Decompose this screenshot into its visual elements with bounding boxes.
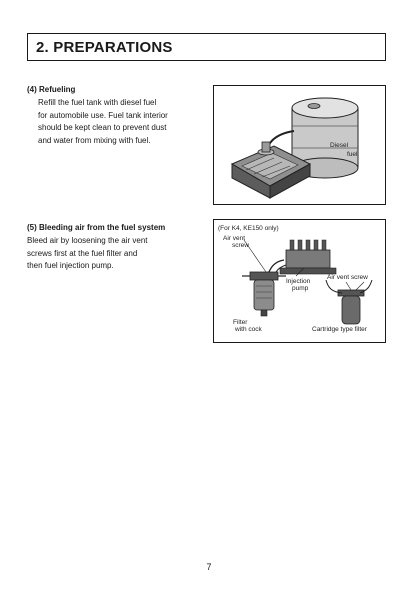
fuel-drum-and-tank-drawing bbox=[214, 86, 386, 205]
refueling-body bbox=[38, 97, 199, 147]
refueling-line-2: for automobile use. Fuel tank interior bbox=[38, 110, 168, 120]
bleeding-line-2: screws first at the fuel filter and bbox=[27, 248, 138, 258]
filter-label-2: with cock bbox=[235, 326, 262, 333]
refueling-line-3: should be kept clean to prevent dust bbox=[38, 123, 167, 132]
refueling-line-1: Refill the fuel tank with diesel fuel bbox=[38, 98, 157, 107]
air-vent-label-2: screw bbox=[232, 242, 249, 249]
bleeding-heading: (5) Bleeding air from the fuel system bbox=[27, 223, 166, 232]
bleeding-body bbox=[27, 235, 199, 273]
page-number: 7 bbox=[206, 562, 212, 572]
bleeding-illustration bbox=[213, 219, 386, 343]
bleeding-line-1: Bleed air by loosening the air vent bbox=[27, 236, 148, 245]
section-header-box bbox=[27, 33, 386, 61]
refueling-illustration bbox=[213, 85, 386, 205]
air-vent-screw-label: Air vent screw bbox=[327, 274, 368, 281]
bleeding-line-3: then fuel injection pump. bbox=[27, 261, 114, 270]
air-vent-label-1: Air vent bbox=[223, 235, 246, 242]
page-title: 2. PREPARATIONS bbox=[36, 39, 173, 56]
injection-label-1: Injection bbox=[286, 278, 311, 285]
engine-note: (For K4, KE150 only) bbox=[218, 225, 279, 232]
filter-label-1: Filter bbox=[233, 319, 248, 326]
cartridge-label: Cartridge type filter bbox=[312, 326, 367, 333]
refueling-heading: (4) Refueling bbox=[27, 85, 76, 94]
diesel-label: Diesel bbox=[330, 142, 349, 149]
refueling-line-4: and water from mixing with fuel. bbox=[38, 135, 151, 145]
fuel-label: fuel bbox=[347, 151, 358, 158]
injection-label-2: pump bbox=[292, 285, 309, 292]
